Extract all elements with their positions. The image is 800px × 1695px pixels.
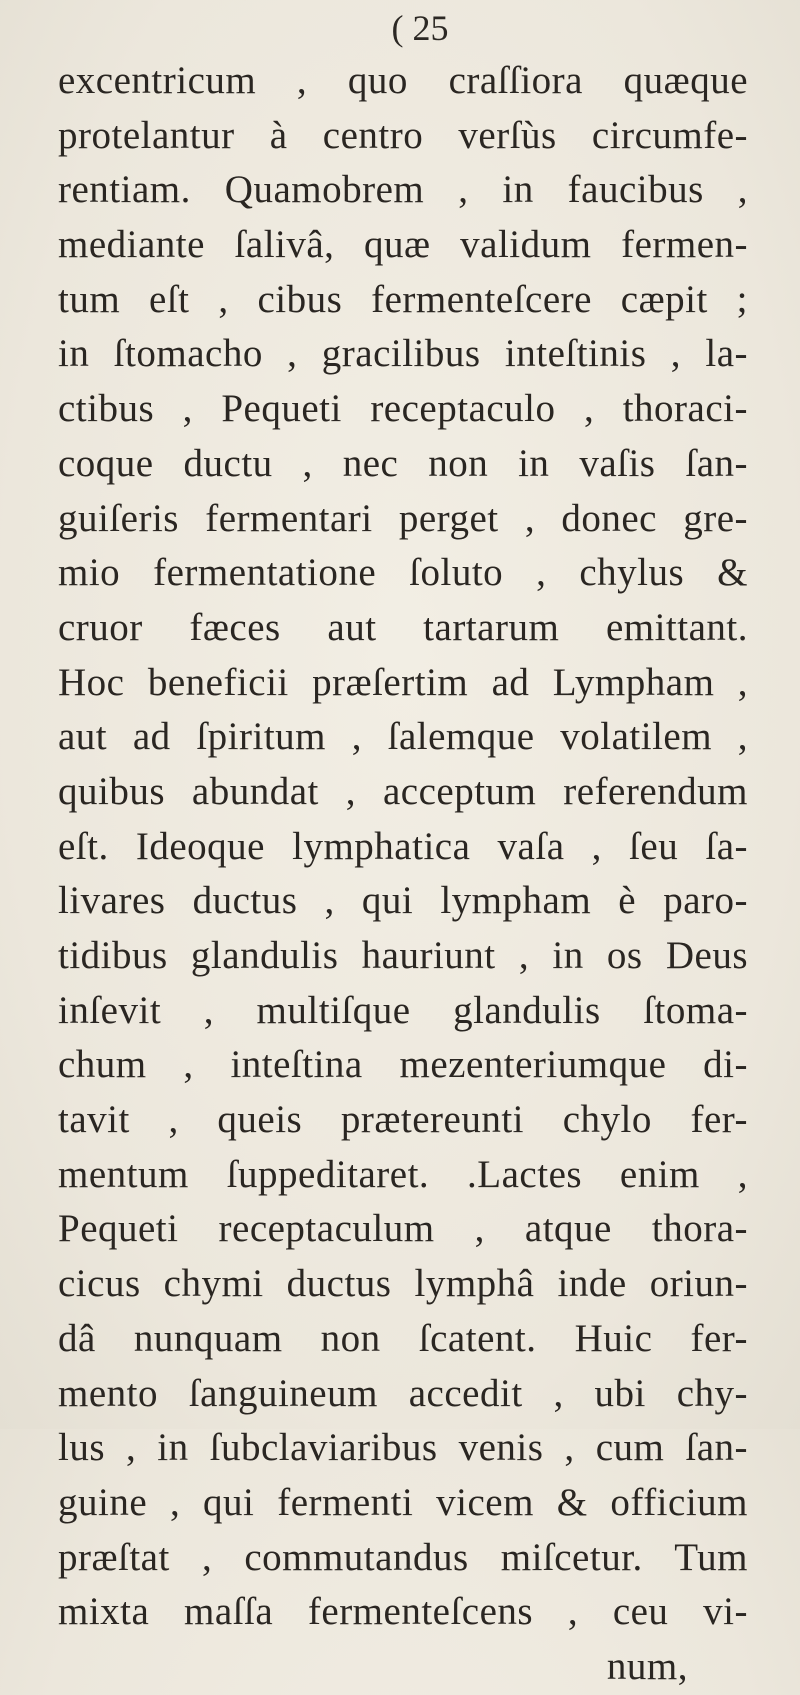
text-line: lus , in ſubclaviaribus venis , cum ſan- xyxy=(58,1426,748,1470)
text-line: num, xyxy=(606,1644,688,1688)
text-line: inſevit , multiſque glandulis ſtoma- xyxy=(58,988,748,1032)
text-line: rentiam. Quamobrem , in faucibus , xyxy=(58,168,748,212)
text-line: cruor fæces aut tartarum emittant. xyxy=(58,605,748,649)
text-line: eſt. Ideoque lymphatica vaſa , ſeu ſa- xyxy=(58,824,748,868)
text-line: protelantur à centro verſùs circumfe- xyxy=(58,113,748,157)
text-line: tavit , queis prætereunti chylo fer- xyxy=(58,1098,748,1142)
text-line: ctibus , Pequeti receptaculo , thoraci- xyxy=(58,387,748,431)
text-line: mentum ſuppeditaret. .Lactes enim , xyxy=(58,1152,748,1196)
text-line: Pequeti receptaculum , atque thora- xyxy=(58,1207,748,1251)
text-line: dâ nunquam non ſcatent. Huic fer- xyxy=(58,1316,748,1360)
text-line: guiſeris fermentari perget , donec gre- xyxy=(58,496,748,540)
text-line: in ſtomacho , gracilibus inteſtinis , la- xyxy=(58,332,748,376)
text-line: Hoc beneficii præſertim ad Lympham , xyxy=(58,660,748,704)
text-line: tum eſt , cibus fermenteſcere cæpit ; xyxy=(58,277,748,321)
text-line: livares ductus , qui lympham è paro- xyxy=(58,879,748,923)
body-text xyxy=(58,54,748,1695)
text-line: quibus abundat , acceptum referendum xyxy=(58,769,748,813)
text-line: mediante ſalivâ, quæ validum fermen- xyxy=(58,223,748,267)
text-line: mento ſanguineum accedit , ubi chy- xyxy=(58,1371,748,1415)
text-line: guine , qui fermenti vicem & officium xyxy=(58,1480,748,1524)
text-line: chum , inteſtina mezenteriumque di- xyxy=(58,1043,748,1087)
page-number: ( 25 xyxy=(391,8,449,48)
text-line: aut ad ſpiritum , ſalemque volatilem , xyxy=(58,715,748,759)
text-line: præſtat , commutandus miſcetur. Tum xyxy=(58,1535,748,1579)
text-line: coque ductu , nec non in vaſis ſan- xyxy=(58,441,748,485)
text-line: mio fermentatione ſoluto , chylus & xyxy=(58,551,748,595)
text-line: excentricum , quo craſſiora quæque xyxy=(58,59,748,102)
text-line: cicus chymi ductus lymphâ inde oriun- xyxy=(58,1262,748,1306)
text-line: tidibus glandulis hauriunt , in os Deus xyxy=(58,934,748,977)
text-line: mixta maſſa fermenteſcens , ceu vi- xyxy=(58,1590,748,1634)
